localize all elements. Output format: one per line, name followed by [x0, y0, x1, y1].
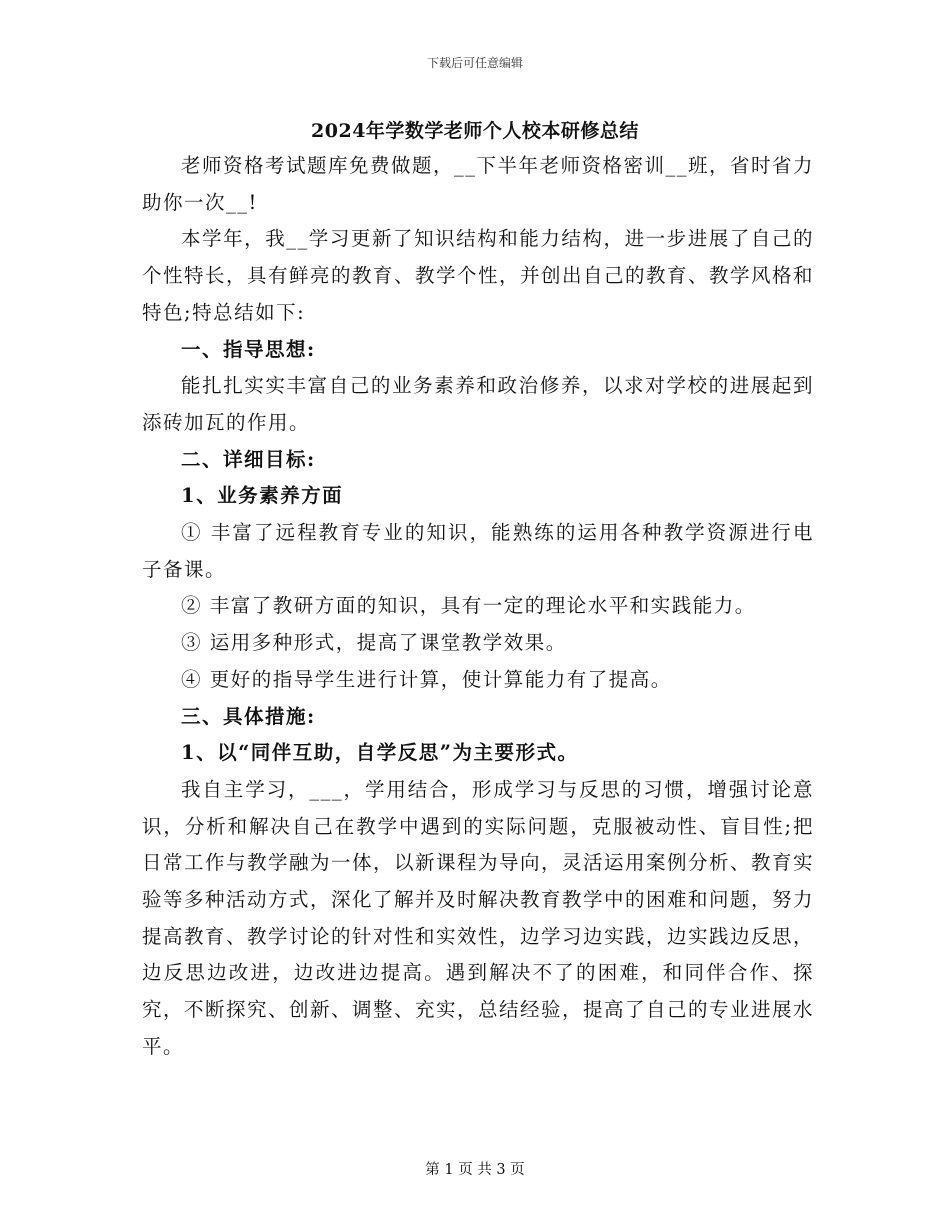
document-title: 2024年学数学老师个人校本研修总结	[311, 120, 639, 142]
goal-item-4: ④ 更好的指导学生进行计算，使计算能力有了提高。	[181, 667, 672, 691]
measures-paragraph: 我自主学习，___，学用结合，形成学习与反思的习惯，增强讨论意识，分析和解决自己在教学中遇到的实际问题，克服被动性、盲目性;把日常工作与教学融为一体，以新课程为导向，灵活运用案例分析、教育实验等多种活动方式，深化了解并及时解决教育教学中的困难和问题，努力提高教育、教学讨论的针对性和实效性，边学习边实践，边实践边反思，边反思边改进，边改进边提高。遇到解决不了的困难，和同伴合作、探究，不断探究、创新、调整、充实，总结经验，提高了自己的专业进展水平。	[142, 777, 815, 1058]
document-body	[142, 148, 814, 1066]
subheading-professional-quality: 1、业务素养方面	[181, 484, 344, 508]
goal-item-1: ① 丰富了远程教育专业的知识，能熟练的运用各种教学资源进行电子备课。	[142, 521, 814, 581]
intro-ad-paragraph: 老师资格考试题库免费做题，__下半年老师资格密训__班，省时省力助你一次__!	[142, 154, 815, 214]
page-footer: 第 1 页 共 3 页	[425, 1162, 525, 1178]
section-heading-detailed-goals: 二、详细目标:	[181, 447, 316, 471]
goal-item-2: ② 丰富了教研方面的知识，具有一定的理论水平和实践能力。	[181, 594, 756, 618]
guiding-ideology-paragraph: 能扎扎实实丰富自己的业务素养和政治修养，以求对学校的进展起到添砖加瓦的作用。	[142, 374, 814, 434]
section-heading-guiding-ideology: 一、指导思想:	[181, 337, 316, 361]
section-heading-specific-measures: 三、具体措施:	[181, 704, 316, 728]
header-note: 下载后可任意编辑	[426, 56, 523, 70]
subheading-peer-mutual-aid: 1、以“同伴互助，自学反思”为主要形式。	[181, 741, 579, 765]
goal-item-3: ③ 运用多种形式，提高了课堂教学效果。	[181, 631, 567, 655]
intro-summary-paragraph: 本学年，我__学习更新了知识结构和能力结构，进一步进展了自己的个性特长，具有鲜亮的教育、教学个性，并创出自己的教育、教学风格和特色;特总结如下:	[142, 227, 815, 324]
